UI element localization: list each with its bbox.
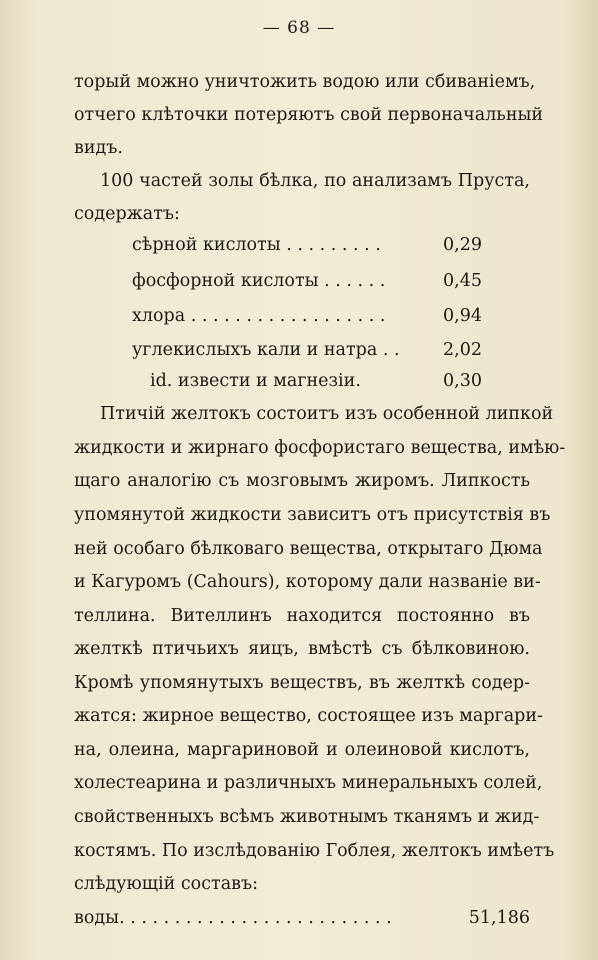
composition-row	[132, 269, 482, 293]
text-line: слѣдующій составъ:	[74, 874, 259, 894]
composition-label: хлора . . . . . . . . . . . . . . . . . .	[132, 306, 386, 326]
text-line: теллина. Вителлинъ находится постоянно въ	[74, 606, 530, 626]
composition-row	[150, 369, 482, 393]
text-line: содержатъ:	[74, 204, 180, 224]
text-line: желткѣ птичьихъ яицъ, вмѣстѣ съ бѣлковиною.	[74, 639, 530, 659]
text-line: Кромѣ упомянутыхъ веществъ, въ желткѣ содер-	[74, 673, 530, 693]
composition-row	[132, 338, 482, 362]
composition-row	[132, 233, 482, 257]
text-line: свойственныхъ всѣмъ животнымъ тканямъ и жид-	[74, 807, 540, 827]
composition-value: 0,94	[443, 306, 482, 326]
composition-value: 0,45	[443, 271, 482, 291]
composition-value: 2,02	[443, 340, 482, 360]
composition-value: 0,29	[443, 235, 482, 255]
text-line: ней особаго бѣлковаго вещества, открытаго Дюма	[74, 539, 543, 559]
text-line: жатся: жирное вещество, состоящее изъ маргари-	[74, 706, 543, 726]
composition-label: сѣрной кислоты . . . . . . . . .	[132, 235, 381, 255]
composition-row	[132, 304, 482, 328]
composition-label: воды. . . . . . . . . . . . . . . . . . . . . . . . .	[74, 908, 392, 928]
text-line: отчего клѣточки потеряютъ свой первоначальный	[74, 105, 544, 125]
page-number: — 68 —	[262, 18, 336, 38]
text-line: 100 частей золы бѣлка, по анализамъ Пруста,	[100, 171, 530, 191]
composition-value: 51,186	[468, 908, 530, 928]
text-line: Птичій желтокъ состоитъ изъ особенной липкой	[100, 404, 554, 424]
composition-value: 0,30	[443, 371, 482, 391]
text-line: и Кагуромъ (Cahours), которому дали названіе ви-	[74, 572, 541, 592]
composition-label: фосфорной кислоты . . . . . .	[132, 271, 386, 291]
composition-label: id. извести и магнезіи.	[150, 371, 361, 391]
text-line: жидкости и жирнаго фосфористаго вещества, имѣю-	[74, 438, 566, 458]
composition-label: углекислыхъ кали и натра . .	[132, 340, 400, 360]
text-line: щаго аналогію съ мозговымъ жиромъ. Липкость	[74, 471, 530, 491]
text-line: холестеарина и различныхъ минеральныхъ солей,	[74, 773, 543, 793]
text-line: на, олеина, маргариновой и олеиновой кислотъ,	[74, 740, 530, 760]
composition-row	[74, 906, 530, 930]
text-line: костямъ. По изслѣдованію Гоблея, желтокъ имѣетъ	[74, 841, 555, 861]
text-line: упомянутой жидкости зависитъ отъ присутствія въ	[74, 505, 551, 525]
text-line: торый можно уничтожить водою или сбиваніемъ,	[74, 72, 536, 92]
text-line: видъ.	[74, 138, 123, 158]
